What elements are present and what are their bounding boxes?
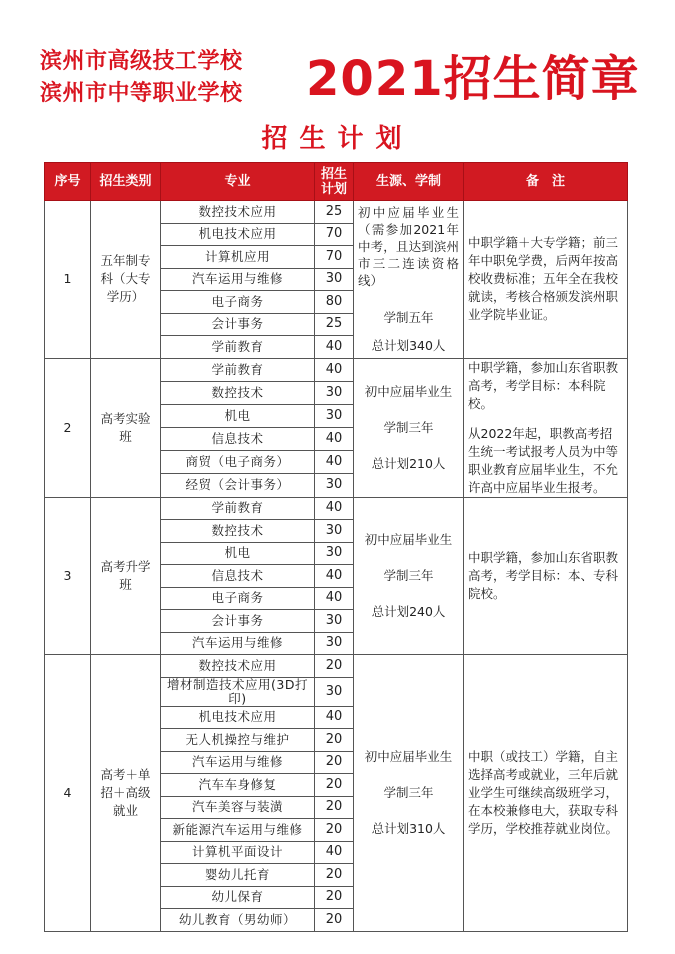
major-quota: 20	[315, 655, 354, 678]
source-line: 总计划210人	[371, 455, 446, 471]
note-text: 中职学籍，参加山东省职教高考，考学目标：本、专科院校。	[468, 549, 619, 601]
major-quota: 20	[315, 864, 354, 887]
major-name: 数控技术	[161, 520, 315, 543]
major-quota: 20	[315, 819, 354, 842]
header-quota: 招生计划	[315, 163, 354, 201]
major-name: 学前教育	[161, 336, 315, 359]
major-name: 电子商务	[161, 291, 315, 314]
source-line: 学制三年	[383, 567, 434, 583]
header-no: 序号	[45, 163, 91, 201]
brochure-title: 2021招生简章	[306, 51, 640, 107]
major-quota: 20	[315, 886, 354, 909]
major-quota: 40	[315, 336, 354, 359]
major-name: 计算机平面设计	[161, 841, 315, 864]
note-text: 中职学籍，参加山东省职教高考，考学目标：本科院校。	[468, 359, 619, 411]
header-major: 专业	[161, 163, 315, 201]
major-name: 汽车美容与装潢	[161, 796, 315, 819]
major-quota: 30	[315, 268, 354, 291]
major-quota: 40	[315, 587, 354, 610]
major-quota: 80	[315, 291, 354, 314]
major-name: 数控技术	[161, 381, 315, 404]
header-source: 生源、学制	[354, 163, 464, 201]
source-line: 初中应届毕业生	[364, 531, 453, 547]
major-name: 计算机应用	[161, 246, 315, 269]
group-source	[354, 358, 464, 497]
source-line: 初中应届毕业生（需参加2021年中考，且达到滨州市三二连读资格线）	[358, 205, 459, 288]
major-name: 电子商务	[161, 587, 315, 610]
major-quota: 20	[315, 774, 354, 797]
major-name: 无人机操控与维护	[161, 729, 315, 752]
major-quota: 40	[315, 706, 354, 729]
note-text: 中职（或技工）学籍，自主选择高考或就业，三年后就业学生可继续高级班学习，在本校兼修电大，获取专科学历，学校推荐就业岗位。	[468, 748, 619, 836]
major-name: 增材制造技术应用(3D打印)	[161, 677, 315, 706]
major-quota: 20	[315, 909, 354, 932]
major-quota: 70	[315, 246, 354, 269]
major-quota: 20	[315, 796, 354, 819]
major-quota: 25	[315, 201, 354, 224]
major-quota: 30	[315, 542, 354, 565]
major-name: 商贸（电子商务）	[161, 451, 315, 474]
group-source	[354, 201, 464, 359]
group-note	[464, 201, 628, 359]
major-quota: 30	[315, 520, 354, 543]
table-row	[45, 201, 628, 224]
major-name: 信息技术	[161, 427, 315, 450]
major-name: 数控技术应用	[161, 201, 315, 224]
header-note: 备 注	[464, 163, 628, 201]
source-line: 学制三年	[383, 419, 434, 435]
source-line: 初中应届毕业生	[364, 748, 453, 764]
major-quota: 30	[315, 610, 354, 633]
group-category: 高考升学班	[91, 497, 161, 655]
group-note	[464, 655, 628, 932]
major-name: 婴幼儿托育	[161, 864, 315, 887]
major-quota: 30	[315, 381, 354, 404]
group-note	[464, 358, 628, 497]
group-category: 高考＋单招＋高级就业	[91, 655, 161, 932]
major-name: 数控技术应用	[161, 655, 315, 678]
major-name: 机电	[161, 404, 315, 427]
group-source	[354, 655, 464, 932]
major-quota: 40	[315, 841, 354, 864]
table-header-row	[45, 163, 628, 201]
table-row	[45, 497, 628, 520]
major-name: 机电	[161, 542, 315, 565]
plan-title: 招生计划	[261, 124, 414, 154]
major-name: 机电技术应用	[161, 706, 315, 729]
group-number: 3	[45, 497, 91, 655]
note-text: 中职学籍＋大专学籍；前三年中职免学费，后两年按高校收费标准；五年全在我校就读，考核合格颁发滨州职业学院毕业证。	[468, 235, 619, 323]
major-name: 学前教育	[161, 497, 315, 520]
note-text-2: 从2022年起，职教高考招生统一考试报考人员为中等职业教育应届毕业生，不允许高中应届毕业生报考。	[468, 425, 619, 495]
major-quota: 40	[315, 451, 354, 474]
major-quota: 70	[315, 223, 354, 246]
school-name-1: 滨州市高级技工学校	[40, 49, 243, 74]
major-quota: 30	[315, 632, 354, 655]
group-source	[354, 497, 464, 655]
major-quota: 30	[315, 404, 354, 427]
group-category: 高考实验班	[91, 358, 161, 497]
major-name: 汽车运用与维修	[161, 268, 315, 291]
table-row	[45, 655, 628, 678]
major-name: 机电技术应用	[161, 223, 315, 246]
group-number: 4	[45, 655, 91, 932]
major-quota: 30	[315, 677, 354, 706]
source-line: 总计划310人	[371, 820, 446, 836]
major-quota: 20	[315, 729, 354, 752]
group-category: 五年制专科（大专学历）	[91, 201, 161, 359]
major-quota: 40	[315, 565, 354, 588]
header-category: 招生类别	[91, 163, 161, 201]
major-quota: 25	[315, 313, 354, 336]
school-name-2: 滨州市中等职业学校	[40, 81, 243, 106]
major-name: 汽车运用与维修	[161, 751, 315, 774]
major-name: 学前教育	[161, 358, 315, 381]
major-quota: 30	[315, 474, 354, 497]
major-name: 汽车车身修复	[161, 774, 315, 797]
major-name: 经贸（会计事务）	[161, 474, 315, 497]
source-line: 总计划240人	[371, 603, 446, 619]
major-quota: 20	[315, 751, 354, 774]
enrollment-table	[44, 162, 628, 932]
major-name: 会计事务	[161, 313, 315, 336]
major-name: 信息技术	[161, 565, 315, 588]
group-number: 2	[45, 358, 91, 497]
group-number: 1	[45, 201, 91, 359]
major-quota: 40	[315, 358, 354, 381]
major-name: 汽车运用与维修	[161, 632, 315, 655]
table-row	[45, 358, 628, 381]
major-name: 会计事务	[161, 610, 315, 633]
major-name: 新能源汽车运用与维修	[161, 819, 315, 842]
source-line: 学制五年	[383, 310, 434, 325]
group-note	[464, 497, 628, 655]
source-line: 总计划340人	[371, 338, 446, 353]
major-name: 幼儿保育	[161, 886, 315, 909]
major-name: 幼儿教育（男幼师）	[161, 909, 315, 932]
major-quota: 40	[315, 497, 354, 520]
major-quota: 40	[315, 427, 354, 450]
source-line: 初中应届毕业生	[364, 383, 453, 399]
source-line: 学制三年	[383, 784, 434, 800]
